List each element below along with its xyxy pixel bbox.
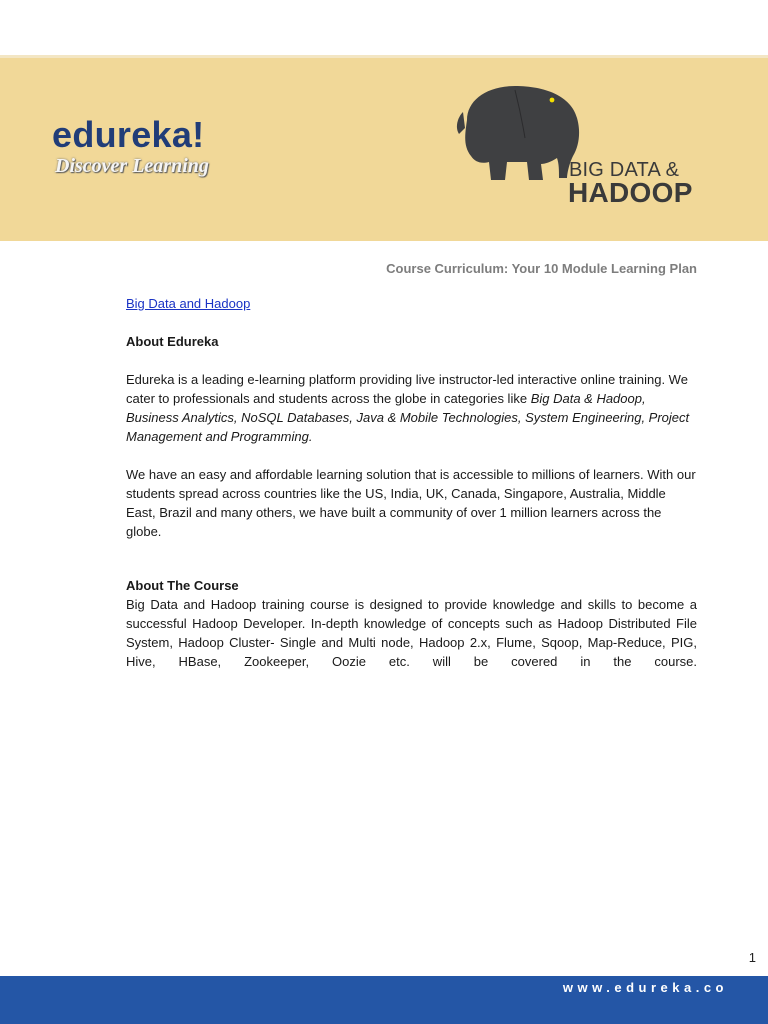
badge-title-line2: HADOOP [568, 177, 693, 208]
footer-bar [0, 976, 768, 1024]
logo-tagline: Discover Learning [55, 155, 209, 177]
about-edureka-paragraph-2: We have an easy and affordable learning solution that is accessible to millions of learners. With our students spread across countries like the US, India, UK, Canada, Singapore, Australia, Middle East, Brazil and many others, we have built a community of over 1 million learners across the globe. [126, 467, 696, 539]
elephant-icon [453, 78, 585, 182]
about-course-heading: About The Course [126, 578, 239, 593]
about-edureka-categories: Big Data & Hadoop, Business Analytics, NoSQL Databases, Java & Mobile Technologies, System Engineering, Project Management and Programming. [126, 391, 690, 444]
course-link[interactable]: Big Data and Hadoop [126, 296, 251, 311]
elephant-eye [550, 98, 555, 103]
document-body [126, 294, 697, 671]
about-edureka-heading: About Edureka [126, 334, 219, 349]
badge-title-line1: BIG DATA & [569, 159, 680, 181]
curriculum-title: Course Curriculum: Your 10 Module Learning Plan [386, 261, 697, 276]
about-course-paragraph: Big Data and Hadoop training course is designed to provide knowledge and skills to become a successful Hadoop Developer. In-depth knowledge of concepts such as Hadoop Distributed File System, Hadoop Cluster- Single and Multi node, Hadoop 2.x, Flume, Sqoop, Map-Reduce, PIG, Hive, HBase, Zookeeper, Oozie etc. will be covered in the course. [126, 597, 697, 669]
footer-url: www.edureka.co [562, 980, 728, 995]
about-edureka-paragraph-1 [126, 370, 697, 446]
page-number: 1 [748, 950, 756, 965]
about-edureka-text: Edureka is a leading e-learning platform providing live instructor-led interactive online training. We cater to professionals and students across the globe in categories like [126, 372, 688, 406]
edureka-logo: edureka! [52, 114, 205, 155]
